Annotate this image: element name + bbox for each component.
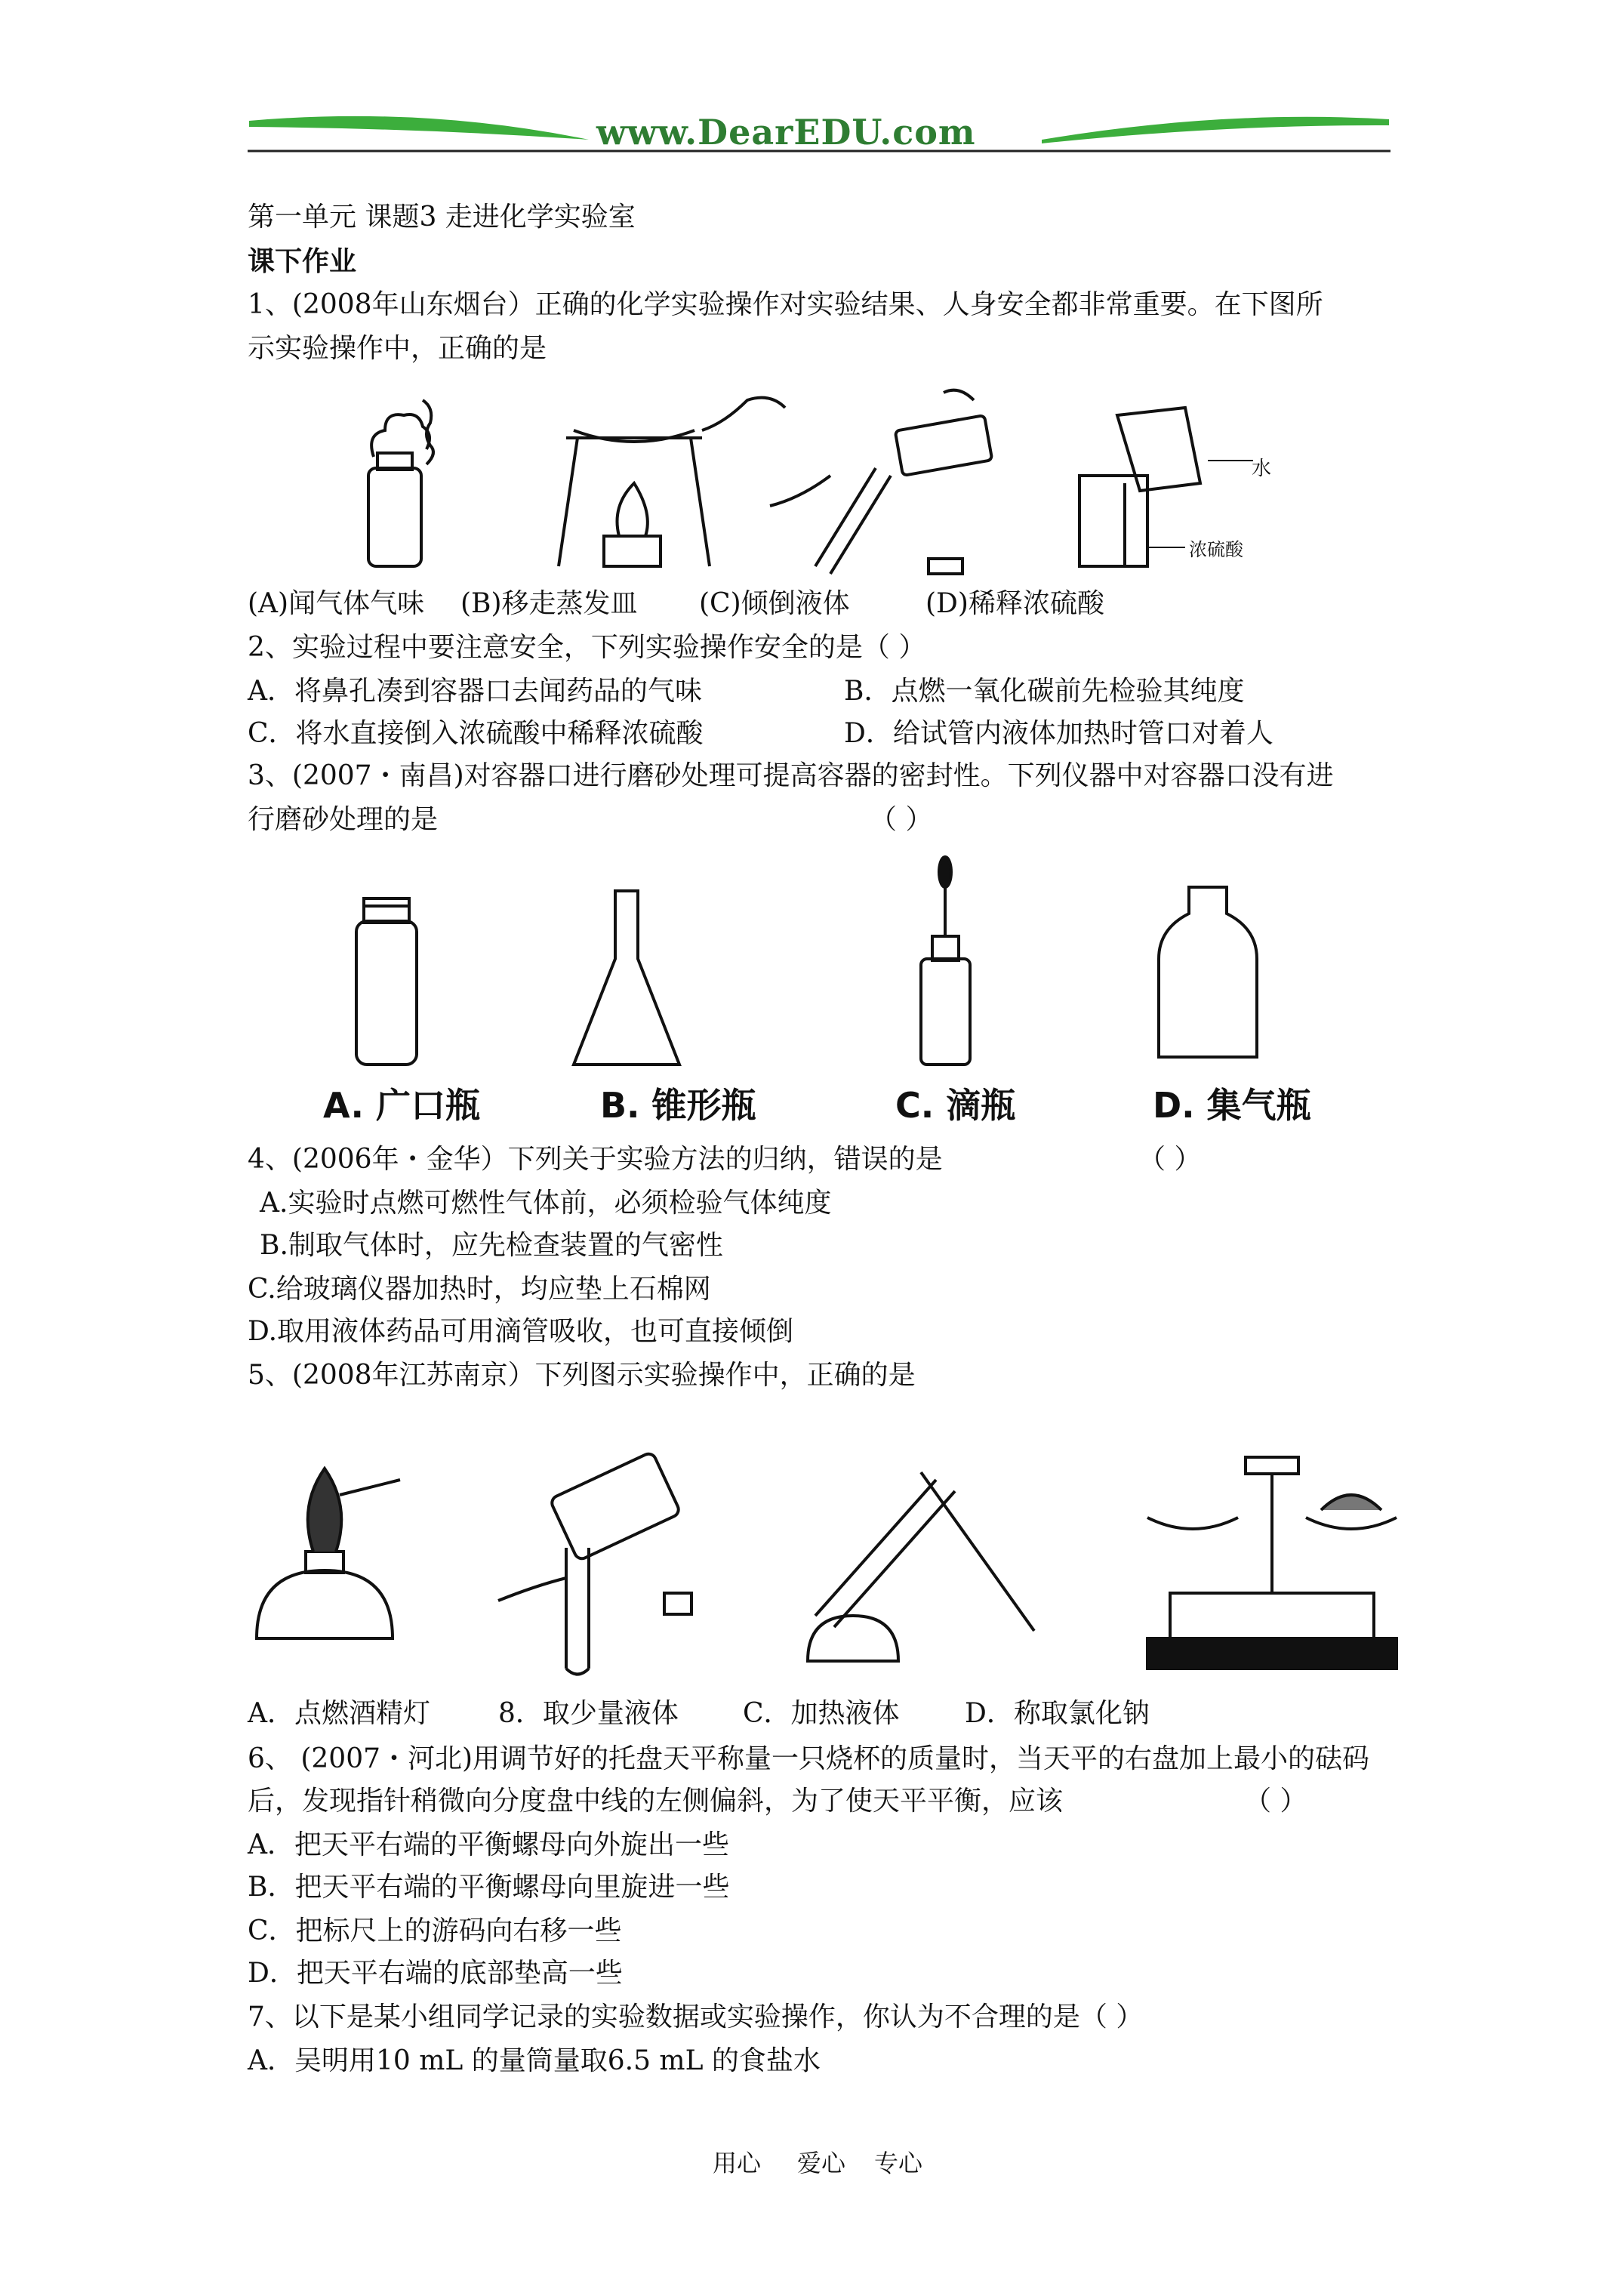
q4-option-b: B.制取气体时，应先检查装置的气密性 (260, 1230, 723, 1261)
q3-label-c: C. 滴瓶 (895, 1085, 1016, 1126)
q1-fig-a-smell-icon (368, 400, 433, 566)
q3-label-b: B. 锥形瓶 (600, 1085, 756, 1126)
q5-stem: 5、(2008年江苏南京）下列图示实验操作中，正确的是 (248, 1360, 916, 1391)
q4-option-c: C.给玻璃仪器加热时，均应垫上石棉网 (248, 1274, 711, 1305)
footer-text-1: 用心 (713, 2149, 762, 2177)
q1-fig-label-water: 水 (1252, 458, 1272, 480)
q5-pour-liquid-icon (498, 1452, 691, 1675)
q3-figures (317, 853, 1449, 1080)
q1-stem-line2: 示实验操作中，正确的是 (248, 333, 547, 364)
q2-option-d: D．给试管内液体加热时管口对着人 (844, 718, 1273, 749)
q6-option-c: C．把标尺上的游码向右移一些 (248, 1915, 622, 1946)
q2-option-a: A．将鼻孔凑到容器口去闻药品的气味 (248, 676, 702, 707)
q5-option-b: 8．取少量液体 (498, 1698, 679, 1729)
q7-option-a: A．吴明用10 mL 的量筒量取6.5 mL 的食盐水 (248, 2045, 821, 2076)
q1-fig-label-acid: 浓硫酸 (1189, 539, 1243, 560)
q6-stem-line2: 后，发现指针稍微向分度盘中线的左侧偏斜，为了使天平平衡，应该 (248, 1786, 1064, 1817)
q3-gas-bottle-icon (1159, 887, 1257, 1057)
q5-balance-icon (1147, 1457, 1397, 1669)
q1-option-a: (A)闻气体气味 (248, 588, 425, 619)
q1-option-b: (B)移走蒸发皿 (460, 588, 638, 619)
q1-option-c: (C)倾倒液体 (699, 588, 850, 619)
footer-text-3: 专心 (874, 2149, 923, 2177)
q3-answer-paren: （ ） (870, 804, 933, 835)
q1-fig-b-evaporate-icon (559, 398, 785, 566)
q3-dropper-bottle-icon (921, 857, 970, 1065)
q6-option-a: A．把天平右端的平衡螺母向外旋出一些 (248, 1829, 729, 1860)
header-site-logo: www.DearEDU.com (596, 112, 976, 153)
q5-option-a: A．点燃酒精灯 (248, 1698, 430, 1729)
q5-figures (242, 1412, 1449, 1699)
q2-option-b: B．点燃一氧化碳前先检验其纯度 (844, 676, 1245, 707)
q4-stem: 4、(2006年・金华）下列关于实验方法的归纳，错误的是 (248, 1144, 943, 1175)
q1-stem-line1: 1、(2008年山东烟台）正确的化学实验操作对实验结果、人身安全都非常重要。在下图所 (248, 289, 1323, 320)
footer-text-2: 爱心 (797, 2149, 846, 2177)
q1-option-d: (D)稀释浓硫酸 (925, 588, 1104, 619)
page-title: 第一单元 课题3 走进化学实验室 (248, 202, 636, 233)
q3-conical-flask-icon (574, 891, 679, 1065)
q3-wide-mouth-bottle-icon (356, 898, 417, 1065)
q4-option-a: A.实验时点燃可燃性气体前，必须检验气体纯度 (260, 1188, 832, 1219)
header-swoosh-right-icon (1042, 117, 1389, 143)
q5-option-c: C．加热液体 (743, 1698, 900, 1729)
q5-heat-test-tube-icon (808, 1472, 1034, 1661)
q3-stem-line2: 行磨砂处理的是 (248, 804, 439, 835)
header-swoosh-left-icon (249, 116, 589, 140)
q4-answer-paren: （ ） (1138, 1144, 1202, 1175)
q1-fig-c-pour-icon (770, 390, 992, 574)
q4-option-d: D.取用液体药品可用滴管吸收，也可直接倾倒 (248, 1316, 794, 1347)
q1-figures (317, 385, 1525, 581)
q6-stem-line1: 6、 (2007・河北)用调节好的托盘天平称量一只烧杯的质量时，当天平的右盘加上最小的砝码 (248, 1743, 1370, 1774)
q3-stem-line1: 3、(2007・南昌)对容器口进行磨砂处理可提高容器的密封性。下列仪器中对容器口没有进 (248, 760, 1334, 791)
page-subtitle: 课下作业 (248, 245, 357, 277)
q3-label-a: A. 广口瓶 (323, 1085, 480, 1126)
q2-stem: 2、实验过程中要注意安全，下列实验操作安全的是（ ） (248, 632, 926, 663)
q6-option-d: D．把天平右端的底部垫高一些 (248, 1958, 623, 1989)
q2-option-c: C．将水直接倒入浓硫酸中稀释浓硫酸 (248, 718, 704, 749)
q7-stem: 7、以下是某小组同学记录的实验数据或实验操作，你认为不合理的是（ ） (248, 2002, 1144, 2032)
q5-alcohol-lamp-icon (257, 1469, 400, 1638)
q6-option-b: B．把天平右端的平衡螺母向里旋进一些 (248, 1872, 730, 1903)
q5-option-d: D．称取氯化钠 (965, 1698, 1150, 1729)
q6-answer-paren: （ ） (1244, 1786, 1307, 1817)
q3-label-d: D. 集气瓶 (1153, 1085, 1311, 1126)
